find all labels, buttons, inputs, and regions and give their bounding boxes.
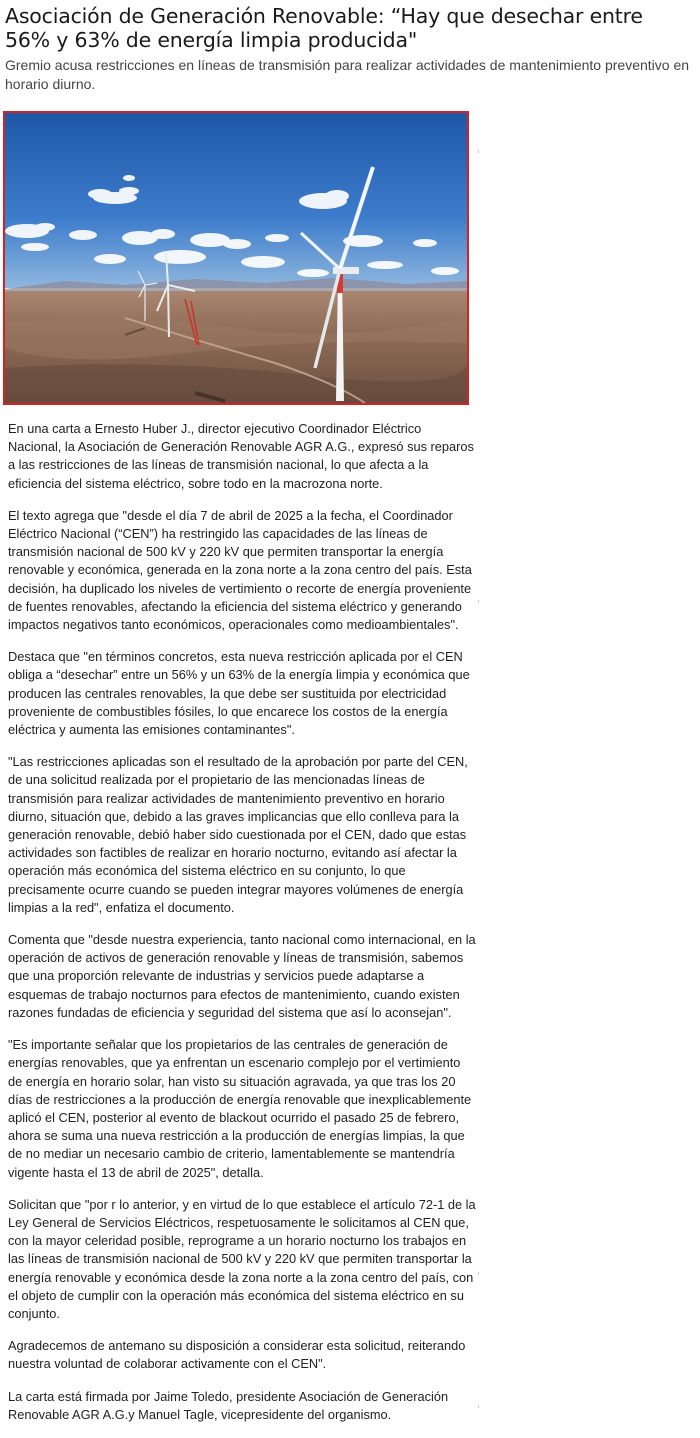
paragraph: El texto agrega que "desde el día 7 de abril de 2025 a la fecha, el Coordinador Eléctrico Nacional (“CEN”) ha restringido las capacidades de las líneas de transmisión nacional de 500 kV y 220 kV que permiten transportar la energía renovable y económica, generada en la zona norte a la zona centro del país. Esta decisión, ha duplicado los niveles de vertimiento o recorte de energía proveniente de fuentes renovables, afectando la eficiencia del sistema eléctrico y generando impactos negativos tanto económicos, operacionales como medioambientales".	[8, 507, 472, 633]
wind-turbines-photo	[3, 111, 469, 405]
paragraph: En una carta a Ernesto Huber J., director ejecutivo Coordinador Eléctrico Nacional, la Asociación de Generación Renovable AGR A.G., expresó sus reparos a las restricciones de las líneas de transmisión nacional, lo que afecta a la eficiencia del sistema eléctrico, sobre todo en la macrozona norte.	[8, 421, 474, 491]
paragraph: Solicitan que "por r lo anterior, y en virtud de lo que establece el artículo 72-1 de la Ley General de Servicios Eléctricos, respetuosamente le solicitamos al CEN que, con la mayor celeridad posible, reprograme a un horario nocturno los trabajos en las líneas de transmisión nacional de 500 kV y 220 kV que permiten transportar la energía renovable y económica desde la zona norte a la zona centro del país, con el objeto de cumplir con la operación más económica del sistema eléctrico en su conjunto.	[8, 1196, 476, 1321]
paragraph: "Es importante señalar que los propietarios de las centrales de generación de energías renovables, que ya enfrentan un escenario complejo por el vertimiento de energía en horario solar, han visto su situación agravada, ya que tras los 20 días de restricciones a la producción de energía renovable que inexplicablemente aplicó el CEN, posterior al evento de blackout ocurrido el pasado 25 de febrero, ahora se suma una nueva restricción a la producción de energías limpias, la que de no mediar un necesario cambio de criterio, lamentablemente se mantendría vigente hasta el 13 de abril de 2025", detalla.	[8, 1037, 472, 1180]
paragraph: "Las restricciones aplicadas son el resultado de la aprobación por parte del CEN, de una solicitud realizada por el propietario de las mencionadas líneas de transmisión para realizar actividades de mantenimiento preventivo en horario diurno, situación que, debido a las graves implicancias que ello conlleva para la generación renovable, debió haber sido cuestionada por el CEN, dado que estas actividades son factibles de realizar en horario nocturno, evitando así afectar la operación más económica del sistema eléctrico en su conjunto, lo que precisamente ocurre cuando se pueden integrar mayores volúmenes de energía limpias a la red", enfatiza el documento.	[8, 754, 468, 915]
photo-illustration	[5, 113, 467, 403]
divider	[478, 600, 479, 603]
article-title: Asociación de Generación Renovable: “Hay que desechar entre 56% y 63% de energía limpia producida"	[5, 4, 643, 52]
article	[5, 0, 693, 126]
divider	[478, 150, 479, 153]
article-body	[8, 420, 478, 1438]
paragraph: Agradecemos de antemano su disposición a considerar esta solicitud, reiterando nuestra voluntad de colaborar activamente con el CEN".	[8, 1338, 466, 1372]
article-subtitle: Gremio acusa restricciones en líneas de transmisión para realizar actividades de mantenimiento preventivo en horario diurno.	[5, 57, 690, 92]
divider	[478, 1405, 479, 1408]
paragraph: Comenta que "desde nuestra experiencia, tanto nacional como internacional, en la operación de activos de generación renovable y líneas de transmisión, sabemos que una proporción relevante de industrias y servicios puede adaptarse a esquemas de trabajo nocturnos para efectos de mantenimiento, cuando existen razones fundadas de eficiencia y seguridad del sistema que así lo aconsejan".	[8, 932, 476, 1020]
paragraph: La carta está firmada por Jaime Toledo, presidente Asociación de Generación Renovable AGR A.G.y Manuel Tagle, vicepresidente del organismo.	[8, 1388, 449, 1422]
divider	[478, 1272, 479, 1275]
paragraph: Destaca que "en términos concretos, esta nueva restricción aplicada por el CEN obliga a “desechar” entre un 56% y un 63% de la energía limpia y económica que producen las centrales renovables, la que debe ser sustituida por electricidad proveniente de combustibles fósiles, lo que encarece los costos de la energía eléctrica y aumenta las emisiones contaminantes".	[8, 649, 470, 738]
